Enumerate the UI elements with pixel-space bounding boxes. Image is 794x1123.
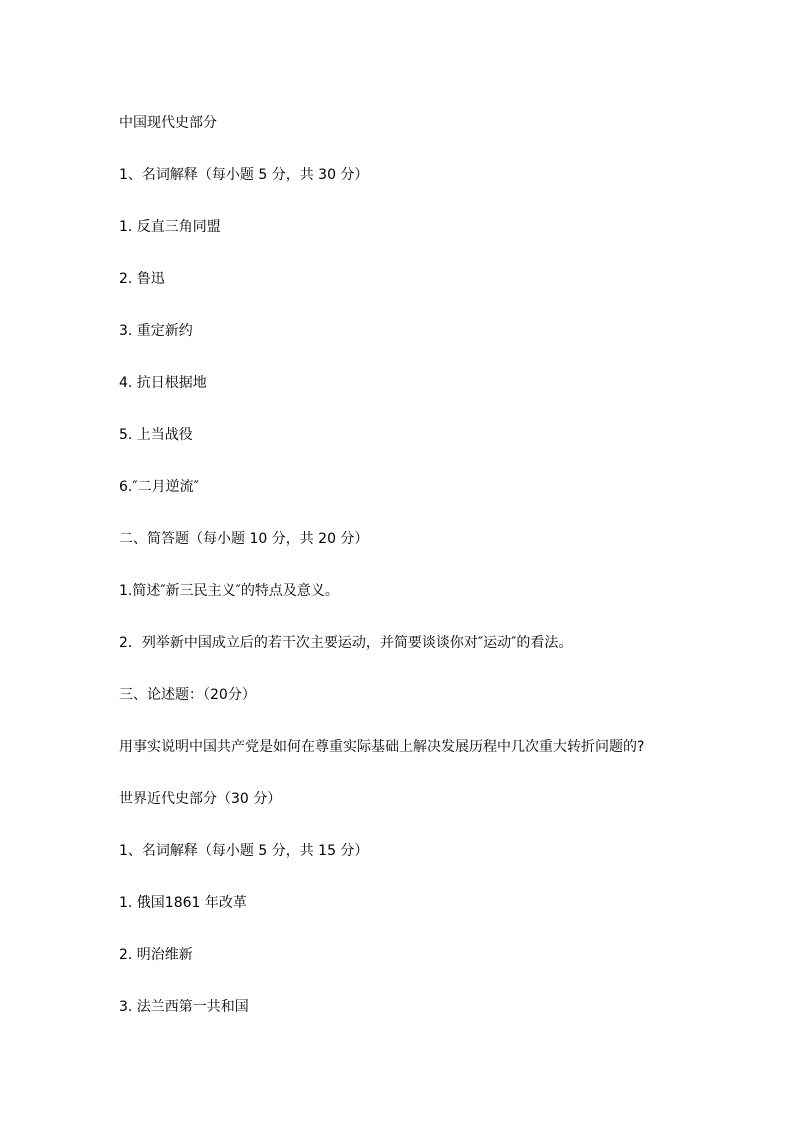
question-group-heading: 三、论述题：（20分） [119, 687, 256, 703]
question-item: 2. 鲁迅 [119, 271, 165, 287]
section-heading-modern-china: 中国现代史部分 [119, 115, 217, 131]
question-group-heading: 二、简答题（每小题 10 分，共 20 分） [119, 531, 369, 547]
question-item: 6.″二月逆流″ [119, 479, 199, 495]
question-item: 2. 明治维新 [119, 947, 193, 963]
section-heading-world-history: 世界近代史部分（30 分） [119, 791, 282, 807]
question-item: 1. 俄国1861 年改革 [119, 895, 247, 911]
question-group-heading: 1、名词解释（每小题 5 分，共 15 分） [119, 843, 369, 859]
question-item: 5. 上当战役 [119, 427, 193, 443]
question-item: 1. 反直三角同盟 [119, 219, 221, 235]
question-item: 3. 法兰西第一共和国 [119, 999, 249, 1015]
question-group-heading: 1、名词解释（每小题 5 分，共 30 分） [119, 167, 369, 183]
question-item: 2．列举新中国成立后的若干次主要运动，并简要谈谈你对″运动″的看法。 [119, 635, 573, 651]
question-item: 用事实说明中国共产党是如何在尊重实际基础上解决发展历程中几次重大转折问题的? [119, 739, 645, 755]
question-item: 4. 抗日根据地 [119, 375, 207, 391]
question-item: 3. 重定新约 [119, 323, 193, 339]
question-item: 1.简述″新三民主义″的特点及意义。 [119, 583, 339, 599]
